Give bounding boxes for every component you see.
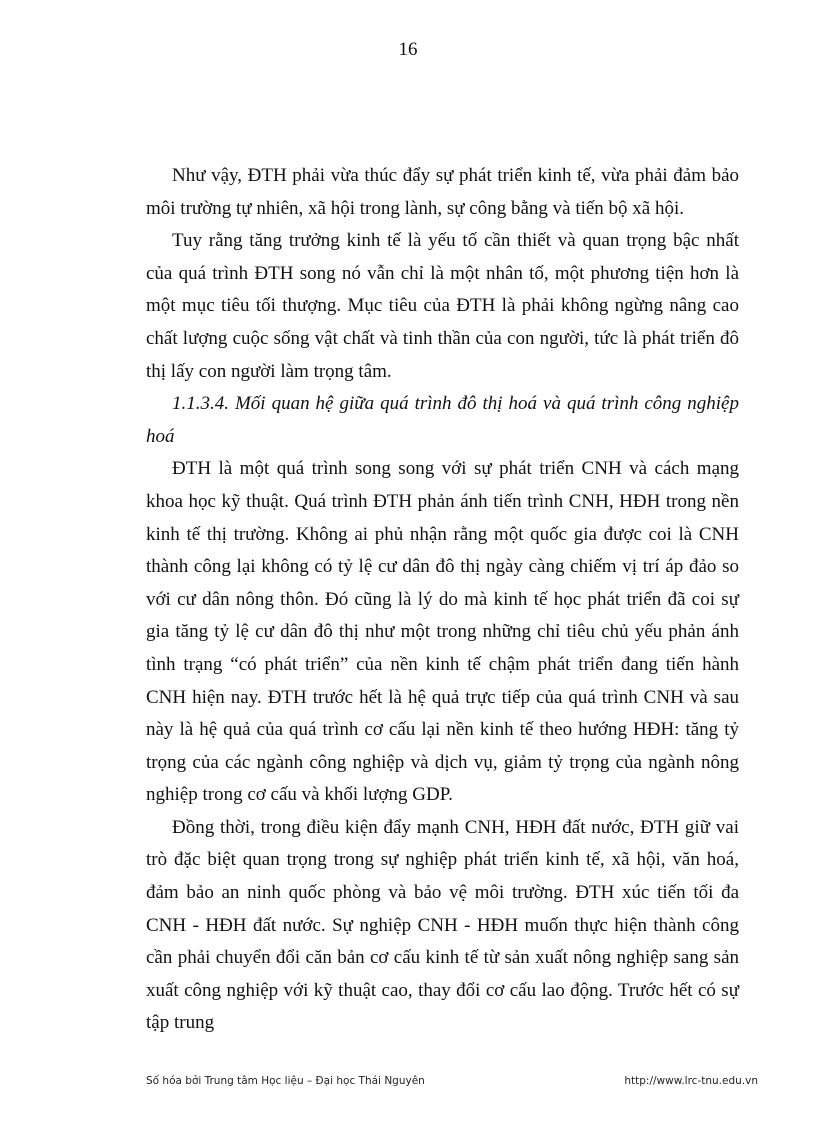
paragraph-urbanization-goals: Như vậy, ĐTH phải vừa thúc đẩy sự phát triển kinh tế, vừa phải đảm bảo môi trường tự nhiên, xã hội trong lành, sự công bằng và tiến bộ xã hội. <box>146 165 739 219</box>
paragraph-urbanization-role: Đồng thời, trong điều kiện đẩy mạnh CNH, HĐH đất nước, ĐTH giữ vai trò đặc biệt quan trọng trong sự nghiệp phát triển kinh tế, xã hội, văn hoá, đảm bảo an ninh quốc phòng và bảo vệ môi trường. ĐTH xúc tiến tối đa CNH - HĐH đất nước. Sự nghiệp CNH - HĐH muốn thực hiện thành công cần phải chuyển đổi căn bản cơ cấu kinh tế từ sản xuất nông nghiệp sang sản xuất công nghiệp với kỹ thuật cao, thay đổi cơ cấu lao động. Trước hết có sự tập trung <box>146 816 739 1034</box>
footer-digitization-credit: Số hóa bởi Trung tâm Học liệu – Đại học Thái Nguyên <box>146 1075 425 1087</box>
footer-url-link[interactable]: http://www.lrc-tnu.edu.vn <box>624 1075 758 1087</box>
document-body <box>146 160 739 1040</box>
section-heading-1-1-3-4: 1.1.3.4. Mối quan hệ giữa quá trình đô thị hoá và quá trình công nghiệp hoá <box>146 393 739 447</box>
page-footer <box>146 1073 758 1089</box>
page-number: 16 <box>398 39 418 60</box>
paragraph-urbanization-industrialization: ĐTH là một quá trình song song với sự phát triển CNH và cách mạng khoa học kỹ thuật. Quá trình ĐTH phản ánh tiến trình CNH, HĐH trong nền kinh tế thị trường. Không ai phủ nhận rằng một quốc gia được coi là CNH thành công lại không có tỷ lệ cư dân đô thị ngày càng chiếm vị trí áp đảo so với cư dân nông thôn. Đó cũng là lý do mà kinh tế học phát triển đã coi sự gia tăng tỷ lệ cư dân đô thị như một trong những chỉ tiêu chủ yếu phản ánh tình trạng “có phát triển” của nền kinh tế chậm phát triển đang tiến hành CNH hiện nay. ĐTH trước hết là hệ quả trực tiếp của quá trình CNH và sau này là hệ quả của quá trình cơ cấu lại nền kinh tế theo hướng HĐH: tăng tỷ trọng của các ngành công nghiệp và dịch vụ, giảm tỷ trọng của ngành nông nghiệp trong cơ cấu và khối lượng GDP. <box>146 458 739 806</box>
paragraph-growth-vs-goal: Tuy rằng tăng trưởng kinh tế là yếu tố cần thiết và quan trọng bậc nhất của quá trình ĐTH song nó vẫn chỉ là một nhân tố, một phương tiện hơn là một mục tiêu tối thượng. Mục tiêu của ĐTH là phải không ngừng nâng cao chất lượng cuộc sống vật chất và tinh thần của con người, tức là phát triển đô thị lấy con người làm trọng tâm. <box>146 230 739 382</box>
